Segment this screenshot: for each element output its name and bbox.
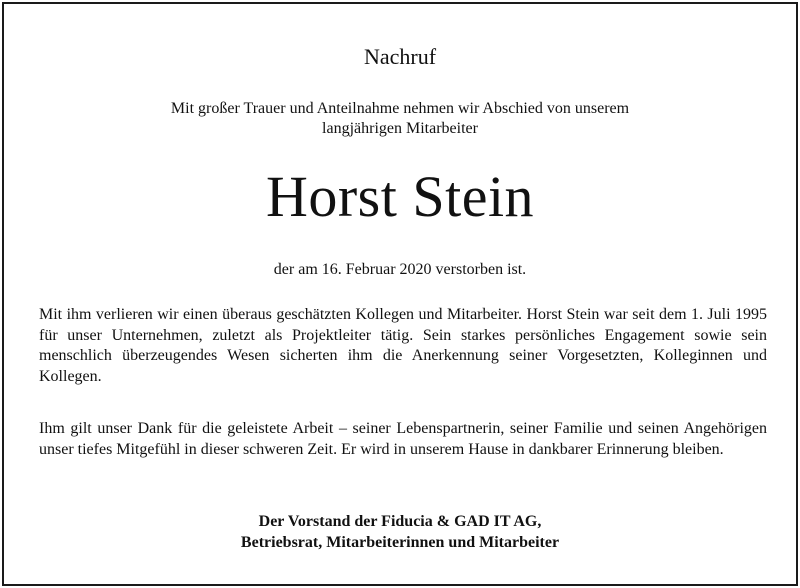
signature-block [4,511,796,553]
signature-line: Der Vorstand der Fiducia & GAD IT AG, [258,513,542,530]
intro-line: Mit großer Trauer und Anteilnahme nehmen wir Abschied von unserem [170,100,630,117]
obituary-notice [2,2,798,586]
tribute-paragraph: Mit ihm verlieren wir einen überaus geschätzten Kollegen und Mitarbeiter. Horst Stein war seit dem 1. Juli 1995 für unser Unternehmen, zuletzt als Projektleiter tätig. Sein starkes persönliches Engagement sowie sein menschlich überzeugendes Wesen sicherten ihm die Anerkennung seiner Vorgesetzten, Kolleginnen und Kollegen. [39,306,767,385]
intro-line: langjährigen Mitarbeiter [322,120,478,137]
deceased-name: Horst Stein [265,164,535,229]
notice-heading: Nachruf [363,44,437,69]
signature-line: Betriebsrat, Mitarbeiterinnen und Mitarbeiter [240,534,560,551]
condolence-paragraph: Ihm gilt unser Dank für die geleistete Arbeit – seiner Lebenspartnerin, seiner Familie und seinen Angehörigen unser tiefes Mitgefühl in dieser schweren Zeit. Er wird in unserem Hause in dankbarer Erinnerung bleiben. [39,420,767,458]
intro-text [4,99,796,139]
death-date-line: der am 16. Februar 2020 verstorben ist. [273,261,527,278]
